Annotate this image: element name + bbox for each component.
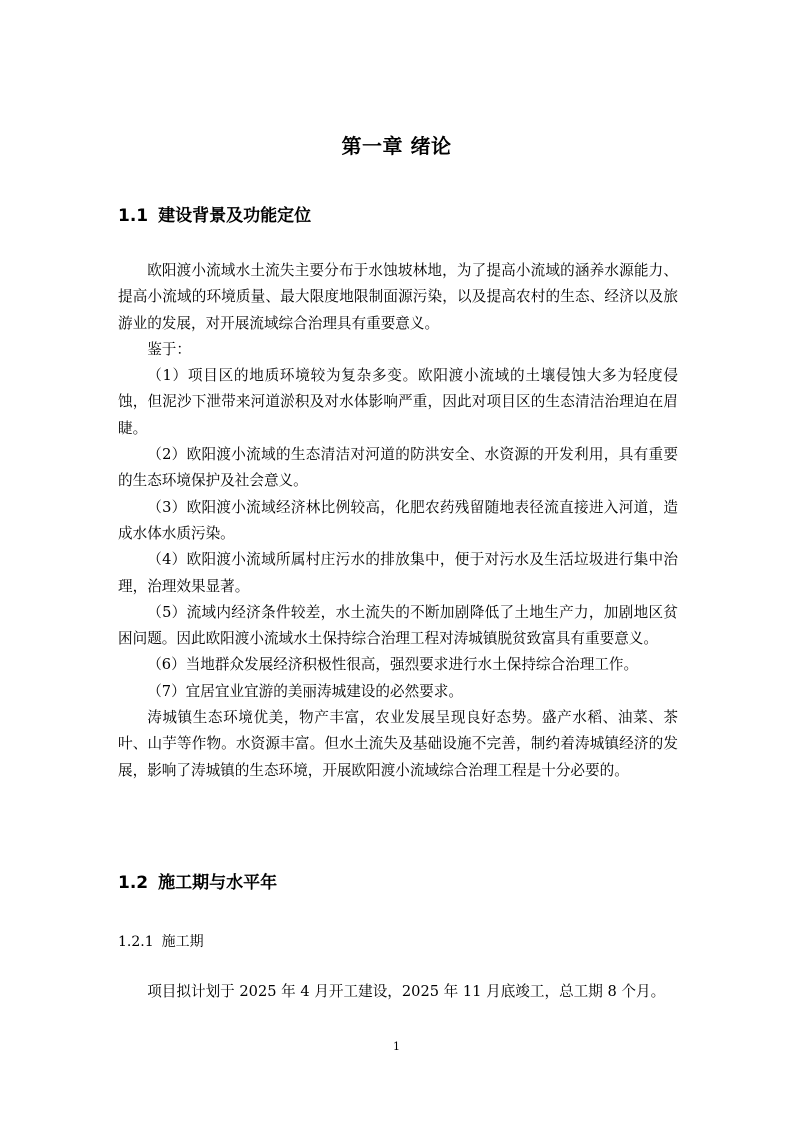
page-number: 1 [393, 1040, 400, 1053]
paragraph: 欧阳渡小流域水土流失主要分布于水蚀坡林地，为了提高小流域的涵养水源能力、提高小流域的环境质量、最大限度地限制面源污染，以及提高农村的生态、经济以及旅游业的发展，对开展流域综合治理具有重要意义。 [118, 262, 678, 332]
section-title: 施工期与水平年 [158, 873, 278, 893]
list-item: （3）欧阳渡小流域经济林比例较高，化肥农药残留随地表径流直接进入河道，造成水体水质污染。 [118, 498, 678, 542]
subsection-1-2-1-body [118, 979, 678, 1005]
section-number: 1.2 [118, 873, 149, 893]
subsection-heading-1-2-1 [118, 932, 204, 952]
list-item: （6）当地群众发展经济积极性很高，强烈要求进行水土保持综合治理工作。 [147, 656, 639, 674]
section-title: 建设背景及功能定位 [158, 206, 312, 226]
subsection-title: 施工期 [161, 934, 204, 950]
paragraph: 涛城镇生态环境优美，物产丰富，农业发展呈现良好态势。盛产水稻、油菜、茶叶、山芋等作物。水资源丰富。但水土流失及基础设施不完善，制约着涛城镇经济的发展，影响了涛城镇的生态环境，开展欧阳渡小流域综合治理工程是十分必要的。 [118, 709, 678, 779]
chapter-title: 第一章 绪论 [341, 134, 452, 158]
section-heading-1-2 [118, 871, 277, 895]
section-heading-1-1 [118, 204, 311, 228]
section-1-1-body [118, 258, 678, 784]
list-item: （5）流域内经济条件较差，水土流失的不断加剧降低了土地生产力，加剧地区贫困问题。因此欧阳渡小流域水土保持综合治理工程对涛城镇脱贫致富具有重要意义。 [118, 603, 678, 648]
paragraph: 项目拟计划于 2025 年 4 月开工建设，2025 年 11 月底竣工，总工期 8 个月。 [147, 983, 666, 1000]
list-item: （4）欧阳渡小流域所属村庄污水的排放集中，便于对污水及生活垃圾进行集中治理，治理效果显著。 [118, 551, 678, 595]
list-item: （2）欧阳渡小流域的生态清洁对河道的防洪安全、水资源的开发利用，具有重要的生态环境保护及社会意义。 [118, 446, 678, 490]
subsection-number: 1.2.1 [118, 934, 154, 950]
section-number: 1.1 [118, 206, 149, 226]
paragraph: 鉴于： [147, 340, 191, 358]
list-item: （7）宜居宜业宜游的美丽涛城建设的必然要求。 [147, 682, 463, 700]
list-item: （1）项目区的地质环境较为复杂多变。欧阳渡小流域的土壤侵蚀大多为轻度侵蚀，但泥沙下泄带来河道淤积及对水体影响严重，因此对项目区的生态清洁治理迫在眉睫。 [118, 367, 678, 437]
